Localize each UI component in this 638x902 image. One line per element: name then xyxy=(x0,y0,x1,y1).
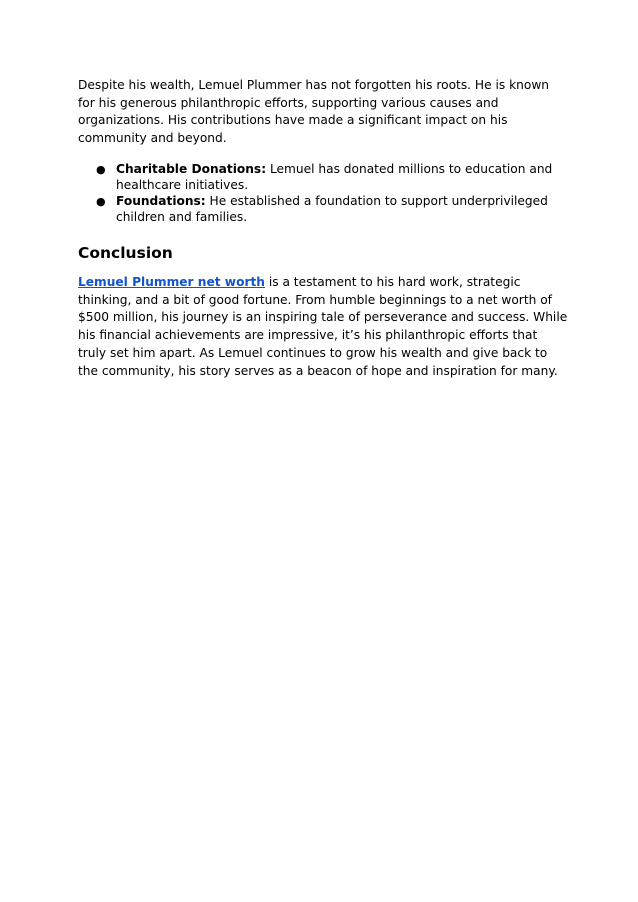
philanthropy-paragraph: Despite his wealth, Lemuel Plummer has not forgotten his roots. He is known for his generous philanthropic efforts, supporting various causes and organizations. His contributions have made a significant impact on his community and beyond. xyxy=(78,78,550,146)
bullet-icon: ● xyxy=(96,162,106,176)
net-worth-link[interactable]: Lemuel Plummer net worth xyxy=(78,275,265,289)
conclusion-paragraph xyxy=(78,274,568,380)
bullet-label: Foundations: xyxy=(116,194,206,209)
document-page xyxy=(78,77,568,380)
bullet-label: Charitable Donations: xyxy=(116,161,267,176)
conclusion-text: is a testament to his hard work, strategic thinking, and a bit of good fortune. From humble beginnings to a net worth of $500 million, his journey is an inspiring tale of perseverance and success. While his financial achievements are impressive, it’s his philanthropic efforts that truly set him apart. As Lemuel continues to grow his wealth and give back to the community, his story serves as a beacon of hope and inspiration for many. xyxy=(78,275,568,378)
bullet-text: He established a foundation to support underprivileged children and families. xyxy=(116,194,548,225)
bullet-charitable-donations xyxy=(78,162,568,194)
bullet-icon: ● xyxy=(96,195,106,209)
bullet-text: Lemuel has donated millions to education and healthcare initiatives. xyxy=(116,161,553,192)
philanthropy-bullet-list xyxy=(78,162,568,226)
conclusion-heading: Conclusion xyxy=(78,244,173,262)
bullet-foundations xyxy=(78,194,568,226)
